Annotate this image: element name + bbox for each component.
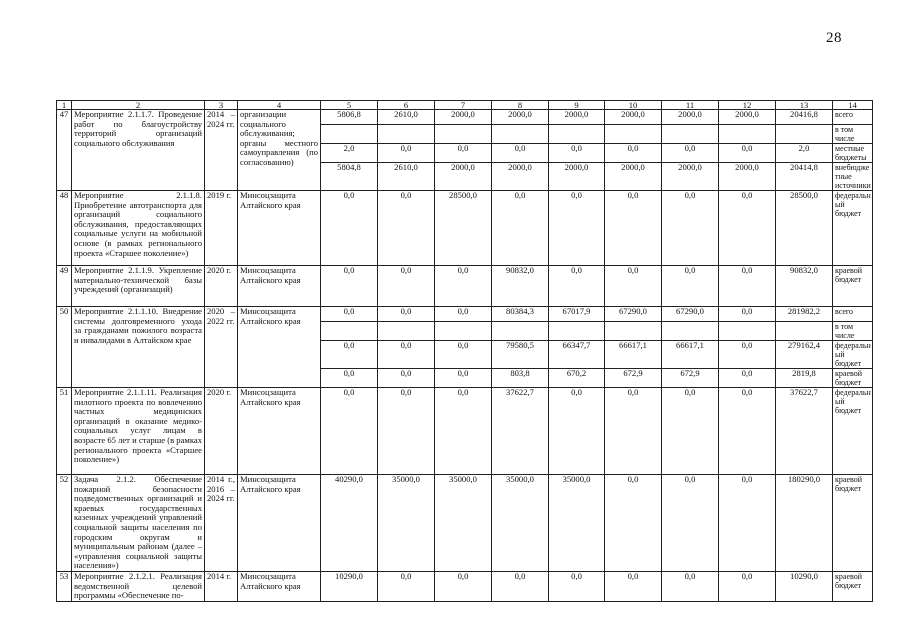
funding-value: 0,0 — [492, 571, 549, 601]
funding-source: федеральный бюджет — [833, 191, 873, 266]
executor: Минсоцзащита Алтайского края — [238, 307, 321, 388]
funding-value: 0,0 — [321, 388, 378, 475]
table-row — [57, 307, 873, 322]
funding-value: 0,0 — [605, 571, 662, 601]
funding-source: федеральный бюджет — [833, 341, 873, 369]
funding-value: 0,0 — [719, 369, 776, 388]
funding-value — [435, 322, 492, 341]
funding-value: 0,0 — [321, 266, 378, 307]
column-number-header: 11 — [662, 101, 719, 110]
funding-value: 67290,0 — [662, 307, 719, 322]
funding-value: 2000,0 — [549, 110, 605, 125]
funding-value: 2000,0 — [605, 163, 662, 191]
funding-value: 0,0 — [662, 475, 719, 572]
funding-value: 37622,7 — [492, 388, 549, 475]
column-number-header: 12 — [719, 101, 776, 110]
funding-value — [662, 125, 719, 144]
row-number: 53 — [57, 571, 72, 601]
funding-value: 0,0 — [719, 144, 776, 163]
funding-value: 0,0 — [378, 571, 435, 601]
executor: Минсоцзащита Алтайского края — [238, 388, 321, 475]
executor: Минсоцзащита Алтайского края — [238, 191, 321, 266]
funding-source: в том числе — [833, 125, 873, 144]
funding-value: 0,0 — [605, 191, 662, 266]
funding-source: краевой бюджет — [833, 369, 873, 388]
funding-value: 35000,0 — [549, 475, 605, 572]
funding-value: 28500,0 — [435, 191, 492, 266]
implementation-period: 2020 – 2022 гг. — [205, 307, 238, 388]
column-number-header: 5 — [321, 101, 378, 110]
program-table — [56, 100, 873, 602]
funding-value — [549, 125, 605, 144]
page-number: 28 — [826, 30, 842, 46]
implementation-period: 2020 г. — [205, 388, 238, 475]
table-row — [57, 266, 873, 307]
funding-value: 0,0 — [435, 144, 492, 163]
funding-value: 0,0 — [549, 388, 605, 475]
total-value: 37622,7 — [776, 388, 833, 475]
funding-value: 0,0 — [719, 266, 776, 307]
funding-value: 0,0 — [719, 341, 776, 369]
column-number-header: 10 — [605, 101, 662, 110]
funding-value: 0,0 — [492, 191, 549, 266]
row-number: 48 — [57, 191, 72, 266]
funding-value — [662, 322, 719, 341]
funding-value: 0,0 — [321, 341, 378, 369]
funding-value: 2000,0 — [719, 110, 776, 125]
funding-source: в том числе — [833, 322, 873, 341]
executor: Минсоцзащита Алтайского края — [238, 475, 321, 572]
column-number-header: 3 — [205, 101, 238, 110]
funding-value: 35000,0 — [492, 475, 549, 572]
funding-value: 0,0 — [321, 191, 378, 266]
funding-value: 0,0 — [662, 571, 719, 601]
funding-value: 0,0 — [662, 266, 719, 307]
funding-value: 35000,0 — [435, 475, 492, 572]
funding-source: федеральный бюджет — [833, 388, 873, 475]
total-value: 281982,2 — [776, 307, 833, 322]
funding-source: местные бюджеты — [833, 144, 873, 163]
funding-value: 0,0 — [378, 144, 435, 163]
total-value — [776, 125, 833, 144]
column-number-header: 13 — [776, 101, 833, 110]
funding-value: 67017,9 — [549, 307, 605, 322]
funding-value: 2,0 — [321, 144, 378, 163]
total-value: 20414,8 — [776, 163, 833, 191]
funding-value: 2610,0 — [378, 110, 435, 125]
total-value: 180290,0 — [776, 475, 833, 572]
funding-value: 0,0 — [549, 266, 605, 307]
total-value: 28500,0 — [776, 191, 833, 266]
funding-value: 0,0 — [435, 369, 492, 388]
measure-name: Задача 2.1.2. Обеспечение пожарной безопасности подведомственных организаций и краевых государственных казенных учреждений управлений социальной защиты населения по городским округам и муниципальным районам (далее – «управления социальной защиты населения») — [72, 475, 205, 572]
funding-value: 0,0 — [719, 388, 776, 475]
funding-value: 0,0 — [435, 266, 492, 307]
funding-value: 66347,7 — [549, 341, 605, 369]
measure-name: Мероприятие 2.1.2.1. Реализация ведомственной целевой программы «Обеспечение по- — [72, 571, 205, 601]
implementation-period: 2020 г. — [205, 266, 238, 307]
funding-value: 0,0 — [549, 571, 605, 601]
funding-value: 35000,0 — [378, 475, 435, 572]
funding-value — [605, 322, 662, 341]
executor: Минсоцзащита Алтайского края — [238, 266, 321, 307]
column-number-header: 4 — [238, 101, 321, 110]
funding-value — [321, 125, 378, 144]
column-number-header: 6 — [378, 101, 435, 110]
total-value: 2,0 — [776, 144, 833, 163]
funding-value — [435, 125, 492, 144]
table-row — [57, 571, 873, 601]
funding-value: 5806,8 — [321, 110, 378, 125]
implementation-period: 2014 г., 2016 – 2024 гг. — [205, 475, 238, 572]
total-value — [776, 322, 833, 341]
measure-name: Мероприятие 2.1.1.9. Укрепление материально-технической базы учреждений (организаций) — [72, 266, 205, 307]
funding-value — [492, 125, 549, 144]
funding-value: 2000,0 — [435, 110, 492, 125]
row-number: 51 — [57, 388, 72, 475]
funding-value — [492, 322, 549, 341]
funding-value: 5804,8 — [321, 163, 378, 191]
total-value: 2819,8 — [776, 369, 833, 388]
funding-value: 0,0 — [435, 307, 492, 322]
row-number: 47 — [57, 110, 72, 191]
funding-value: 2000,0 — [492, 110, 549, 125]
funding-value: 2000,0 — [662, 163, 719, 191]
funding-source: всего — [833, 307, 873, 322]
funding-value: 80384,3 — [492, 307, 549, 322]
funding-value: 0,0 — [435, 388, 492, 475]
funding-value: 0,0 — [605, 266, 662, 307]
executor: Минсоцзащита Алтайского края — [238, 571, 321, 601]
funding-value: 0,0 — [549, 144, 605, 163]
funding-value: 0,0 — [435, 341, 492, 369]
column-number-header: 8 — [492, 101, 549, 110]
funding-value: 670,2 — [549, 369, 605, 388]
funding-value: 672,9 — [605, 369, 662, 388]
funding-value: 0,0 — [549, 191, 605, 266]
implementation-period: 2014 г. — [205, 571, 238, 601]
funding-value: 2000,0 — [662, 110, 719, 125]
row-number: 50 — [57, 307, 72, 388]
total-value: 90832,0 — [776, 266, 833, 307]
funding-value: 40290,0 — [321, 475, 378, 572]
funding-value: 0,0 — [378, 341, 435, 369]
implementation-period: 2019 г. — [205, 191, 238, 266]
funding-value: 0,0 — [435, 571, 492, 601]
funding-value: 0,0 — [719, 571, 776, 601]
funding-value: 10290,0 — [321, 571, 378, 601]
funding-value — [719, 125, 776, 144]
funding-value: 67290,0 — [605, 307, 662, 322]
funding-value: 2000,0 — [549, 163, 605, 191]
program-table-container — [56, 100, 871, 601]
funding-value: 2610,0 — [378, 163, 435, 191]
measure-name: Мероприятие 2.1.1.10. Внедрение системы долговременного ухода за гражданами пожилого возраста и инвалидами в Алтайском крае — [72, 307, 205, 388]
row-number: 52 — [57, 475, 72, 572]
table-row — [57, 475, 873, 572]
funding-value: 2000,0 — [435, 163, 492, 191]
measure-name: Мероприятие 2.1.1.8. Приобретение автотранспорта для организаций социального обслуживания, предоставляющих социальные услуги на мобильной основе (в рамках регионального проекта «Старшее поколение») — [72, 191, 205, 266]
funding-value: 0,0 — [719, 191, 776, 266]
funding-value: 0,0 — [605, 388, 662, 475]
table-row — [57, 110, 873, 125]
funding-value — [605, 125, 662, 144]
funding-value: 0,0 — [492, 144, 549, 163]
funding-value — [549, 322, 605, 341]
funding-value — [321, 322, 378, 341]
funding-value: 0,0 — [662, 144, 719, 163]
funding-value: 0,0 — [719, 307, 776, 322]
funding-value: 0,0 — [605, 144, 662, 163]
measure-name: Мероприятие 2.1.1.11. Реализация пилотного проекта по вовлечению частных медицинских организаций в оказание медико-социальных услуг лицам в возрасте 65 лет и старше (в рамках регионального проекта «Старшее поколение») — [72, 388, 205, 475]
funding-source: краевой бюджет — [833, 475, 873, 572]
funding-value: 0,0 — [605, 475, 662, 572]
total-value: 20416,8 — [776, 110, 833, 125]
column-number-header: 7 — [435, 101, 492, 110]
total-value: 10290,0 — [776, 571, 833, 601]
funding-value: 2000,0 — [492, 163, 549, 191]
funding-value: 0,0 — [321, 307, 378, 322]
funding-value: 0,0 — [662, 191, 719, 266]
funding-source: краевой бюджет — [833, 266, 873, 307]
column-number-header: 2 — [72, 101, 205, 110]
total-value: 279162,4 — [776, 341, 833, 369]
funding-source: краевой бюджет — [833, 571, 873, 601]
funding-value: 0,0 — [719, 475, 776, 572]
funding-value: 2000,0 — [605, 110, 662, 125]
row-number: 49 — [57, 266, 72, 307]
executor: организации социального обслуживания; органы местного самоуправления (по согласованию) — [238, 110, 321, 191]
funding-value: 2000,0 — [719, 163, 776, 191]
funding-value: 803,8 — [492, 369, 549, 388]
funding-value: 0,0 — [378, 266, 435, 307]
funding-source: внебюджетные источники — [833, 163, 873, 191]
table-row — [57, 191, 873, 266]
funding-value — [719, 322, 776, 341]
funding-value: 0,0 — [378, 191, 435, 266]
funding-value: 79580,5 — [492, 341, 549, 369]
funding-value — [378, 322, 435, 341]
column-number-header: 9 — [549, 101, 605, 110]
funding-value: 66617,1 — [605, 341, 662, 369]
funding-value: 0,0 — [378, 388, 435, 475]
funding-value: 0,0 — [662, 388, 719, 475]
funding-source: всего — [833, 110, 873, 125]
funding-value: 66617,1 — [662, 341, 719, 369]
funding-value: 0,0 — [378, 307, 435, 322]
funding-value: 0,0 — [321, 369, 378, 388]
implementation-period: 2014 – 2024 гг. — [205, 110, 238, 191]
column-number-header: 14 — [833, 101, 873, 110]
funding-value: 0,0 — [378, 369, 435, 388]
funding-value: 90832,0 — [492, 266, 549, 307]
funding-value: 672,9 — [662, 369, 719, 388]
measure-name: Мероприятие 2.1.1.7. Проведение работ по благоустройству территорий организаций социального обслуживания — [72, 110, 205, 191]
column-number-header: 1 — [57, 101, 72, 110]
funding-value — [378, 125, 435, 144]
table-row — [57, 388, 873, 475]
